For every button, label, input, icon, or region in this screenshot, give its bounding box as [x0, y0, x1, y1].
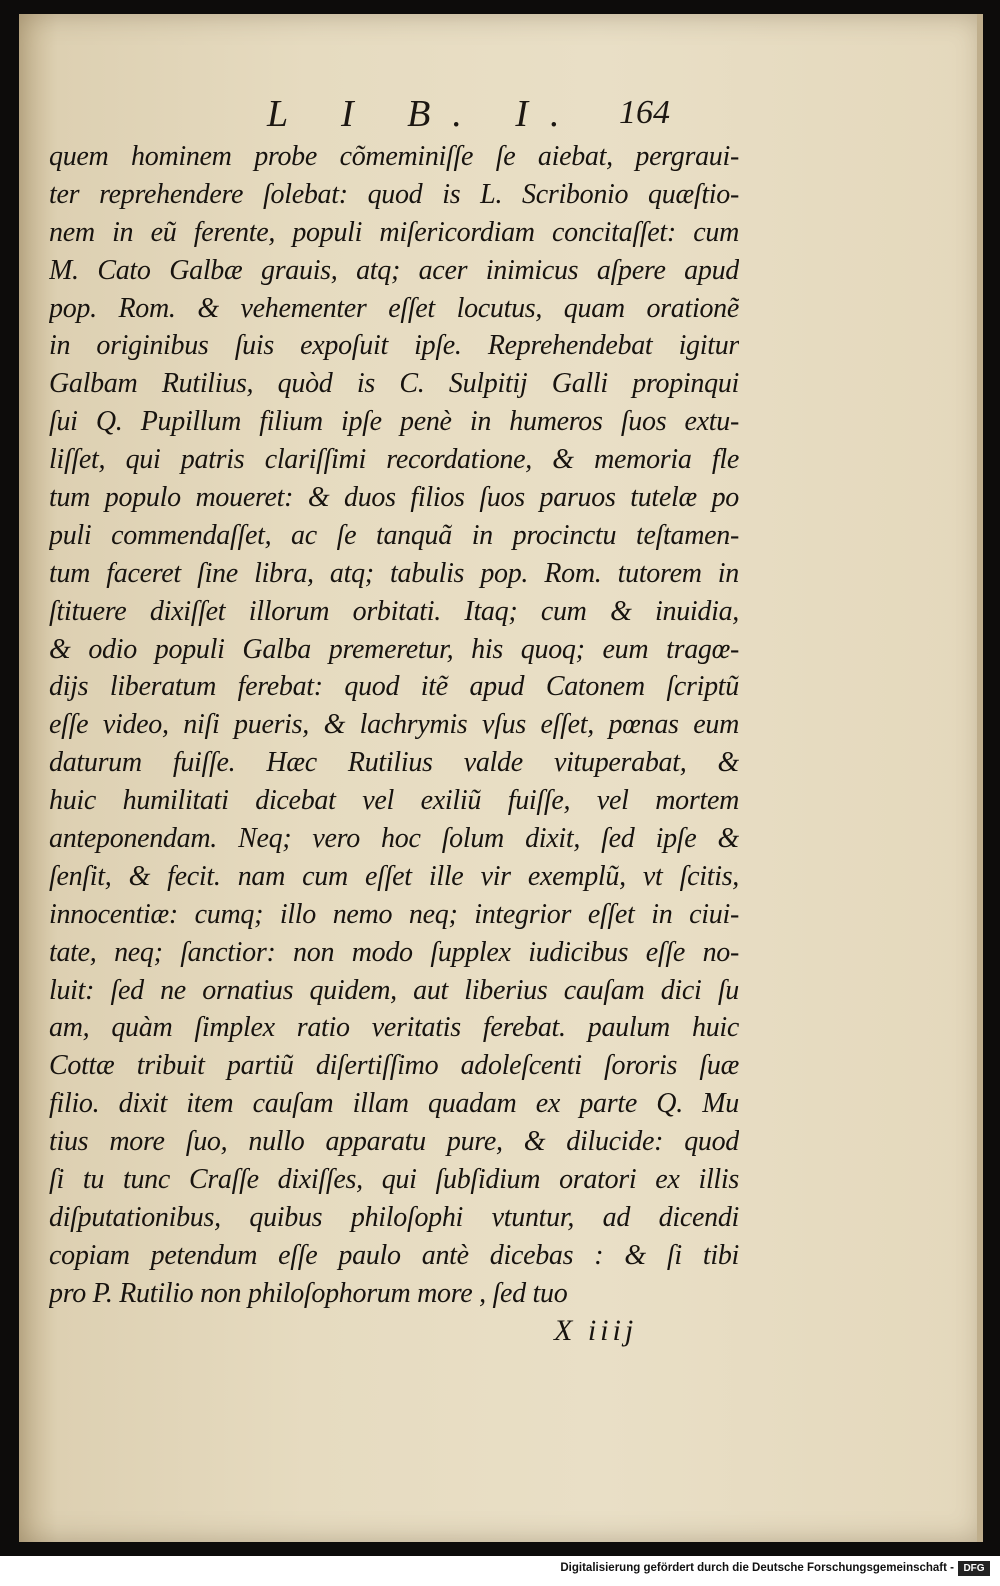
text-line: M. Cato Galbæ grauis, atq; acer inimicus aſpere apud [49, 254, 739, 286]
text-line: ſenſit, & fecit. nam cum eſſet ille vir exemplũ, vt ſcitis, [49, 860, 739, 892]
dfg-logo: DFG [958, 1561, 990, 1576]
text-line: ter reprehendere ſolebat: quod is L. Scribonio quæſtio- [49, 178, 739, 210]
text-line: pro P. Rutilio non philoſophorum more , ſed tuo [49, 1277, 568, 1309]
text-line: daturum fuiſſe. Hæc Rutilius valde vituperabat, & [49, 747, 739, 779]
digitization-footer [0, 1556, 1000, 1586]
text-line: innocentiæ: cumq; illo nemo neq; integrior eſſet in ciui- [49, 898, 739, 930]
text-line: quem hominem probe cõmeminiſſe ſe aiebat, pergraui- [49, 141, 739, 172]
text-line: nem in eũ ferente, populi miſericordiam concitaſſet: cum [49, 216, 739, 248]
text-line: tum faceret ſine libra, atq; tabulis pop. Rom. tutorem in [49, 557, 739, 589]
text-line: puli commendaſſet, ac ſe tanquã in procinctu teſtamen- [49, 519, 739, 551]
text-line: & odio populi Galba premeretur, his quoq; eum tragœ- [49, 633, 739, 665]
text-line: liſſet, qui patris clariſſimi recordatione, & memoria fle [49, 444, 739, 476]
text-line: Galbam Rutilius, quòd is C. Sulpitij Galli propinqui [49, 368, 739, 400]
text-line: am, quàm ſimplex ratio veritatis ferebat. paulum huic [49, 1012, 739, 1044]
text-line: luit: ſed ne ornatius quidem, aut liberius cauſam dici ſu [49, 974, 739, 1006]
text-line: ſi tu tunc Craſſe dixiſſes, qui ſubſidium oratori ex illis [49, 1164, 739, 1196]
running-head-title: L I B. I. [267, 93, 582, 135]
signature-mark: X iiij [554, 1314, 638, 1347]
text-line: eſſe video, niſi pueris, & lachrymis vſus eſſet, pœnas eum [49, 709, 739, 741]
text-line: tate, neq; ſanctior: non modo ſupplex iudicibus eſſe no- [49, 936, 739, 968]
text-line: ſui Q. Pupillum filium ipſe penè in humeros ſuos extu- [49, 406, 739, 438]
text-line: Cottæ tribuit partiũ diſertiſſimo adoleſcenti ſororis ſuæ [49, 1050, 739, 1082]
funding-credit: Digitalisierung gefördert durch die Deutsche Forschungsgemeinschaft - [560, 1562, 954, 1574]
text-line: dijs liberatum ferebat: quod itẽ apud Catonem ſcriptũ [49, 671, 739, 703]
running-head [19, 92, 983, 142]
text-line: copiam petendum eſſe paulo antè dicebas : & ſi tibi [49, 1239, 739, 1271]
book-page [19, 14, 983, 1542]
text-line: huic humilitati dicebat vel exiliũ fuiſſe, vel mortem [49, 785, 739, 817]
body-text [49, 138, 739, 1313]
text-line: tum populo moueret: & duos filios ſuos paruos tutelæ po [49, 482, 739, 514]
text-line: filio. dixit item cauſam illam quadam ex parte Q. Mu [49, 1088, 739, 1120]
text-line: in originibus ſuis expoſuit ipſe. Reprehendebat igitur [49, 330, 739, 362]
text-line: ſtituere dixiſſet illorum orbitati. Itaq; cum & inuidia, [49, 595, 739, 627]
page-number: 164 [619, 94, 670, 131]
text-line: pop. Rom. & vehementer eſſet locutus, quam orationẽ [49, 292, 739, 324]
text-line: diſputationibus, quibus philoſophi vtuntur, ad dicendi [49, 1201, 739, 1233]
text-line: tius more ſuo, nullo apparatu pure, & dilucide: quod [49, 1126, 739, 1158]
text-line: anteponendam. Neq; vero hoc ſolum dixit, ſed ipſe & [49, 823, 739, 855]
